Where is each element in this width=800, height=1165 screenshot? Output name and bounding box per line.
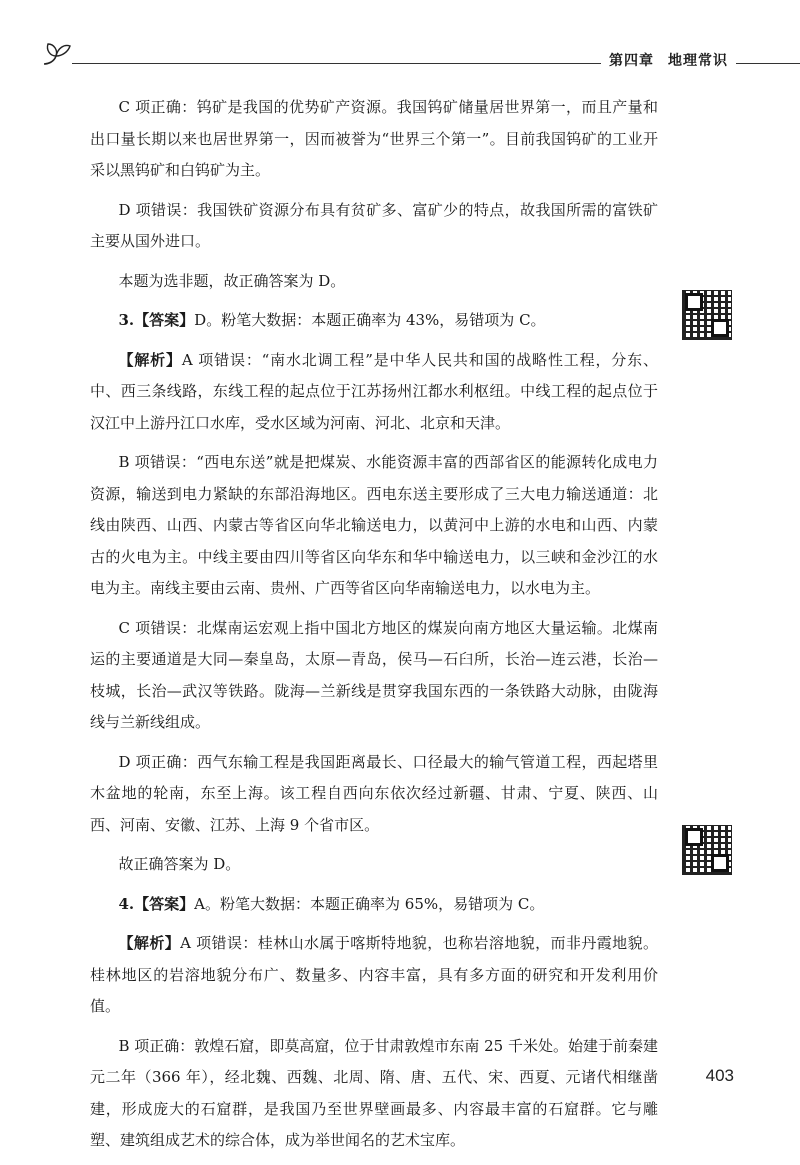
analysis-label: 【解析】: [118, 934, 181, 952]
analysis-label: 【解析】: [118, 350, 182, 369]
paragraph: B 项正确：敦煌石窟，即莫高窟，位于甘肃敦煌市东南 25 千米处。始建于前秦建元二年（366 年），经北魏、西魏、北周、隋、唐、五代、宋、西夏、元诸代相继凿建，形成庞大的石窟群，是我国乃至世界壁画最多、内容最丰富的石窟群。它与雕塑、建筑组成艺术的综合体，成为举世闻名的艺术宝库。: [90, 1036, 658, 1149]
page-body: [90, 92, 658, 1165]
paragraph: D 项错误：我国铁矿资源分布具有贫矿多、富矿少的特点，故我国所需的富铁矿主要从国外进口。: [90, 200, 658, 250]
paragraph: 本题为选非题，故正确答案为 D。: [118, 271, 346, 290]
qr-code-icon[interactable]: [682, 290, 732, 340]
paragraph: C 项正确：钨矿是我国的优势矿产资源。我国钨矿储量居世界第一，而且产量和出口量长期以来也居世界第一，因而被誉为“世界三个第一”。目前我国钨矿的工业开采以黑钨矿和白钨矿为主。: [90, 98, 658, 179]
analysis-paragraph: 【解析】A 项错误：桂林山水属于喀斯特地貌，也称岩溶地貌，而非丹霞地貌。桂林地区的岩溶地貌分布广、数量多、内容丰富，具有多方面的研究和开发利用价值。: [90, 934, 658, 1015]
answer-label: 4.【答案】: [118, 894, 195, 913]
answer-paragraph: 4.【答案】A。粉笔大数据：本题正确率为 65%，易错项为 C。: [118, 894, 545, 913]
paragraph: D 项正确：西气东输工程是我国距离最长、口径最大的输气管道工程，西起塔里木盆地的轮南，东至上海。该工程自西向东依次经过新疆、甘肃、宁夏、陕西、山西、河南、安徽、江苏、上海 9 个省市区。: [90, 752, 658, 834]
page-number: 403: [705, 1066, 734, 1085]
paragraph: B 项错误：“西电东送”就是把煤炭、水能资源丰富的西部省区的能源转化成电力资源，输送到电力紧缺的东部沿海地区。西电东送主要形成了三大电力输送通道：北线由陕西、山西、内蒙古等省区向华北输送电力，以黄河中上游的水电和山西、内蒙古的火电为主。中线主要由四川等省区向华东和华中输送电力，以三峡和金沙江的水电为主。南线主要由云南、贵州、广西等省区向华南输送电力，以水电为主。: [90, 453, 658, 597]
leaf-sprout-icon: [40, 38, 74, 68]
qr-code-icon[interactable]: [682, 825, 732, 875]
section-label: 地理常识: [668, 53, 728, 69]
paragraph: 故正确答案为 D。: [118, 855, 241, 873]
running-header: [601, 50, 736, 70]
paragraph: C 项错误：北煤南运宏观上指中国北方地区的煤炭向南方地区大量运输。北煤南运的主要通道是大同—秦皇岛，太原—青岛，侯马—石臼所，长治—连云港，长治—枝城，长治—武汉等铁路。陇海—兰新线是贯穿我国东西的一条铁路大动脉，由陇海线与兰新线组成。: [90, 618, 658, 731]
chapter-label: 第四章: [609, 53, 654, 69]
page-header: [40, 36, 800, 76]
analysis-paragraph: 【解析】A 项错误：“南水北调工程”是中华人民共和国的战略性工程，分东、中、西三条线路，东线工程的起点位于江苏扬州江都水利枢纽。中线工程的起点位于汉江中上游丹江口水库，受水区域为河南、河北、北京和天津。: [90, 350, 658, 432]
answer-label: 3.【答案】: [118, 311, 195, 329]
answer-paragraph: 3.【答案】D。粉笔大数据：本题正确率为 43%，易错项为 C。: [118, 311, 546, 329]
